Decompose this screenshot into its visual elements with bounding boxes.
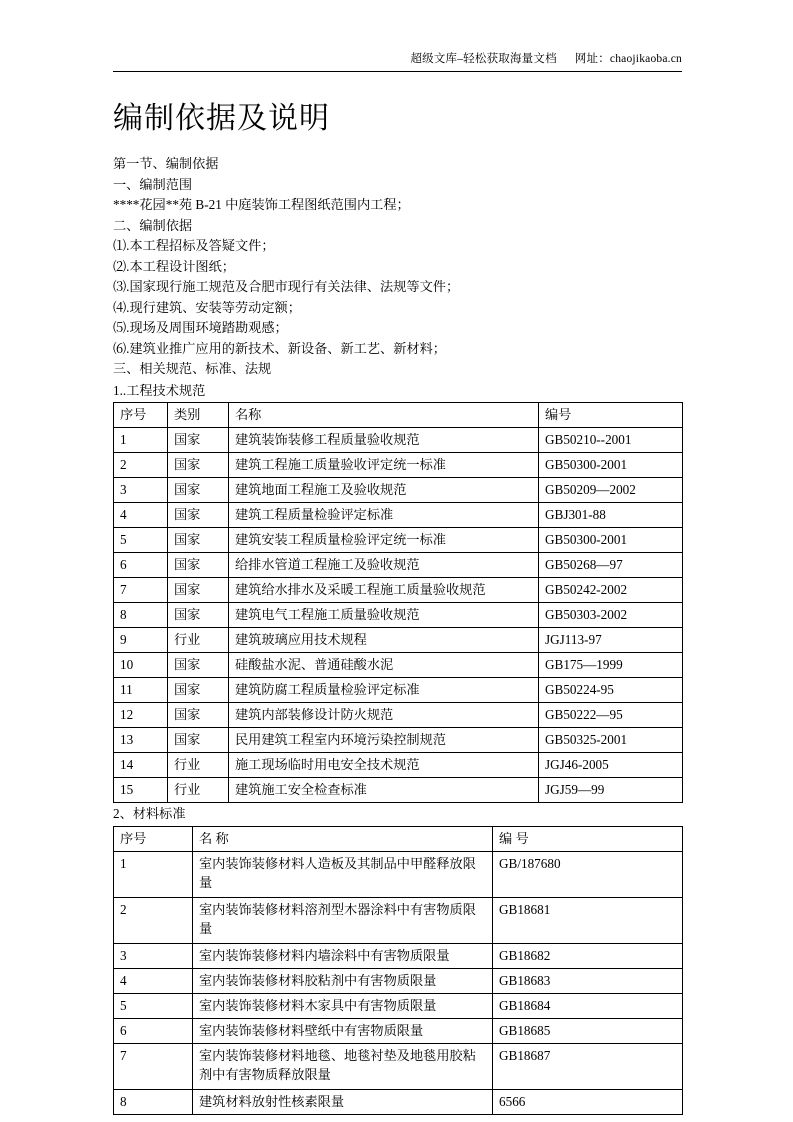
cell-index: 6 bbox=[114, 553, 168, 578]
cell-name: 室内装饰装修材料壁纸中有害物质限量 bbox=[193, 1018, 493, 1043]
page-content bbox=[113, 0, 682, 1115]
paragraph: ⑶.国家现行施工规范及合肥市现行有关法律、法规等文件； bbox=[113, 279, 460, 294]
cell-code: GB50224-95 bbox=[539, 678, 683, 703]
paragraph: 一、编制范围 bbox=[113, 176, 193, 192]
cell-category: 国家 bbox=[168, 428, 229, 453]
cell-code: GB18684 bbox=[493, 993, 683, 1018]
cell-name: 室内装饰装修材料木家具中有害物质限量 bbox=[193, 993, 493, 1018]
header-url: chaojikaoba.cn bbox=[609, 53, 682, 65]
table-row bbox=[114, 1089, 683, 1114]
cell-code: JGJ113-97 bbox=[539, 628, 683, 653]
cell-index: 8 bbox=[114, 603, 168, 628]
cell-name: 建筑工程施工质量验收评定统一标准 bbox=[229, 453, 539, 478]
cell-index: 14 bbox=[114, 753, 168, 778]
column-header: 类别 bbox=[168, 403, 229, 428]
cell-name: 建筑装饰装修工程质量验收规范 bbox=[229, 428, 539, 453]
cell-name: 民用建筑工程室内环境污染控制规范 bbox=[229, 728, 539, 753]
paragraph: ⑷.现行建筑、安装等劳动定额； bbox=[113, 299, 301, 315]
table-row bbox=[114, 553, 683, 578]
cell-index: 3 bbox=[114, 943, 193, 968]
paragraph: 第一节、编制依据 bbox=[113, 156, 219, 171]
page-header bbox=[113, 0, 682, 72]
cell-code: GB50210--2001 bbox=[539, 428, 683, 453]
cell-name: 室内装饰装修材料内墙涂料中有害物质限量 bbox=[193, 943, 493, 968]
table-row bbox=[114, 628, 683, 653]
cell-code: JGJ46-2005 bbox=[539, 753, 683, 778]
column-header: 名 称 bbox=[193, 826, 493, 851]
cell-category: 国家 bbox=[168, 453, 229, 478]
cell-name: 室内装饰装修材料溶剂型木器涂料中有害物质限量 bbox=[193, 897, 493, 943]
cell-index: 11 bbox=[114, 678, 168, 703]
spec-table bbox=[113, 402, 683, 803]
cell-index: 1 bbox=[114, 851, 193, 897]
cell-name: 建筑工程质量检验评定标准 bbox=[229, 503, 539, 528]
cell-index: 5 bbox=[114, 993, 193, 1018]
cell-name: 建筑施工安全检查标准 bbox=[229, 778, 539, 803]
table-row bbox=[114, 851, 683, 897]
table-row bbox=[114, 603, 683, 628]
cell-category: 国家 bbox=[168, 653, 229, 678]
cell-code: GB18683 bbox=[493, 968, 683, 993]
cell-index: 1 bbox=[114, 428, 168, 453]
table-row bbox=[114, 897, 683, 943]
cell-code: GB50242-2002 bbox=[539, 578, 683, 603]
cell-index: 4 bbox=[114, 968, 193, 993]
cell-code: GB50222—95 bbox=[539, 703, 683, 728]
header-text-line bbox=[113, 52, 682, 67]
paragraph: ⑴.本工程招标及答疑文件； bbox=[113, 238, 275, 253]
cell-index: 4 bbox=[114, 503, 168, 528]
cell-category: 国家 bbox=[168, 603, 229, 628]
cell-code: GB/187680 bbox=[493, 851, 683, 897]
table-row bbox=[114, 578, 683, 603]
cell-code: GBJ301-88 bbox=[539, 503, 683, 528]
cell-name: 建筑内部装修设计防火规范 bbox=[229, 703, 539, 728]
cell-index: 13 bbox=[114, 728, 168, 753]
cell-index: 9 bbox=[114, 628, 168, 653]
cell-name: 建筑地面工程施工及验收规范 bbox=[229, 478, 539, 503]
column-header: 序号 bbox=[114, 403, 168, 428]
cell-name: 施工现场临时用电安全技术规范 bbox=[229, 753, 539, 778]
cell-name: 室内装饰装修材料地毯、地毯衬垫及地毯用胶粘剂中有害物质释放限量 bbox=[193, 1043, 493, 1089]
cell-category: 国家 bbox=[168, 678, 229, 703]
cell-index: 3 bbox=[114, 478, 168, 503]
table-row bbox=[114, 993, 683, 1018]
paragraph: ****花园**苑 B-21 中庭装饰工程图纸范围内工程； bbox=[113, 197, 410, 212]
cell-code: GB18685 bbox=[493, 1018, 683, 1043]
table-row bbox=[114, 968, 683, 993]
cell-code: JGJ59—99 bbox=[539, 778, 683, 803]
table-row bbox=[114, 753, 683, 778]
table-row bbox=[114, 653, 683, 678]
cell-code: GB18682 bbox=[493, 943, 683, 968]
cell-index: 15 bbox=[114, 778, 168, 803]
column-header: 名称 bbox=[229, 403, 539, 428]
material-table-caption: 2、材料标准 bbox=[113, 806, 186, 821]
cell-category: 国家 bbox=[168, 478, 229, 503]
cell-category: 国家 bbox=[168, 703, 229, 728]
cell-code: 6566 bbox=[493, 1089, 683, 1114]
cell-code: GB50325-2001 bbox=[539, 728, 683, 753]
paragraph: ⑸.现场及周围环境踏勘观感； bbox=[113, 320, 288, 335]
cell-index: 12 bbox=[114, 703, 168, 728]
cell-code: GB175—1999 bbox=[539, 653, 683, 678]
cell-code: GB18687 bbox=[493, 1043, 683, 1089]
cell-category: 国家 bbox=[168, 528, 229, 553]
cell-code: GB50209—2002 bbox=[539, 478, 683, 503]
cell-name: 室内装饰装修材料人造板及其制品中甲醛释放限量 bbox=[193, 851, 493, 897]
cell-index: 2 bbox=[114, 453, 168, 478]
body-text-block bbox=[113, 154, 682, 380]
cell-name: 建筑防腐工程质量检验评定标准 bbox=[229, 678, 539, 703]
cell-category: 国家 bbox=[168, 503, 229, 528]
table-row bbox=[114, 1043, 683, 1089]
cell-code: GB50300-2001 bbox=[539, 453, 683, 478]
material-table bbox=[113, 826, 683, 1115]
spec-table-caption: 1..工程技术规范 bbox=[113, 382, 206, 398]
cell-category: 国家 bbox=[168, 728, 229, 753]
cell-index: 10 bbox=[114, 653, 168, 678]
table-row bbox=[114, 528, 683, 553]
header-url-label: 网址： bbox=[574, 53, 610, 65]
cell-category: 行业 bbox=[168, 753, 229, 778]
cell-index: 2 bbox=[114, 897, 193, 943]
table-header-row bbox=[114, 826, 683, 851]
column-header: 编号 bbox=[539, 403, 683, 428]
table-row bbox=[114, 503, 683, 528]
column-header: 编 号 bbox=[493, 826, 683, 851]
table-row bbox=[114, 728, 683, 753]
paragraph: ⑹.建筑业推广应用的新技术、新设备、新工艺、新材料； bbox=[113, 340, 446, 356]
column-header: 序号 bbox=[114, 826, 193, 851]
table-row bbox=[114, 943, 683, 968]
table-row bbox=[114, 778, 683, 803]
cell-name: 建筑安装工程质量检验评定统一标准 bbox=[229, 528, 539, 553]
cell-category: 行业 bbox=[168, 778, 229, 803]
cell-index: 6 bbox=[114, 1018, 193, 1043]
table-row bbox=[114, 453, 683, 478]
paragraph: 二、编制依据 bbox=[113, 217, 193, 233]
cell-index: 7 bbox=[114, 1043, 193, 1089]
table-header-row bbox=[114, 403, 683, 428]
cell-code: GB50300-2001 bbox=[539, 528, 683, 553]
page-title: 编制依据及说明 bbox=[113, 101, 330, 136]
cell-index: 5 bbox=[114, 528, 168, 553]
cell-name: 硅酸盐水泥、普通硅酸水泥 bbox=[229, 653, 539, 678]
cell-category: 行业 bbox=[168, 628, 229, 653]
paragraph: ⑵.本工程设计图纸； bbox=[113, 258, 235, 274]
header-brand: 超级文库–轻松获取海量文档 bbox=[410, 53, 557, 65]
table-row bbox=[114, 703, 683, 728]
header-divider bbox=[113, 71, 682, 72]
table-row bbox=[114, 428, 683, 453]
table-row bbox=[114, 478, 683, 503]
cell-name: 建筑给水排水及采暖工程施工质量验收规范 bbox=[229, 578, 539, 603]
table-row bbox=[114, 678, 683, 703]
cell-code: GB50268—97 bbox=[539, 553, 683, 578]
cell-name: 建筑材料放射性核素限量 bbox=[193, 1089, 493, 1114]
paragraph: 三、相关规范、标准、法规 bbox=[113, 361, 272, 376]
cell-code: GB50303-2002 bbox=[539, 603, 683, 628]
cell-code: GB18681 bbox=[493, 897, 683, 943]
cell-index: 7 bbox=[114, 578, 168, 603]
cell-name: 建筑玻璃应用技术规程 bbox=[229, 628, 539, 653]
cell-category: 国家 bbox=[168, 553, 229, 578]
cell-name: 建筑电气工程施工质量验收规范 bbox=[229, 603, 539, 628]
cell-name: 室内装饰装修材料胶粘剂中有害物质限量 bbox=[193, 968, 493, 993]
cell-index: 8 bbox=[114, 1089, 193, 1114]
cell-name: 给排水管道工程施工及验收规范 bbox=[229, 553, 539, 578]
table-row bbox=[114, 1018, 683, 1043]
cell-category: 国家 bbox=[168, 578, 229, 603]
